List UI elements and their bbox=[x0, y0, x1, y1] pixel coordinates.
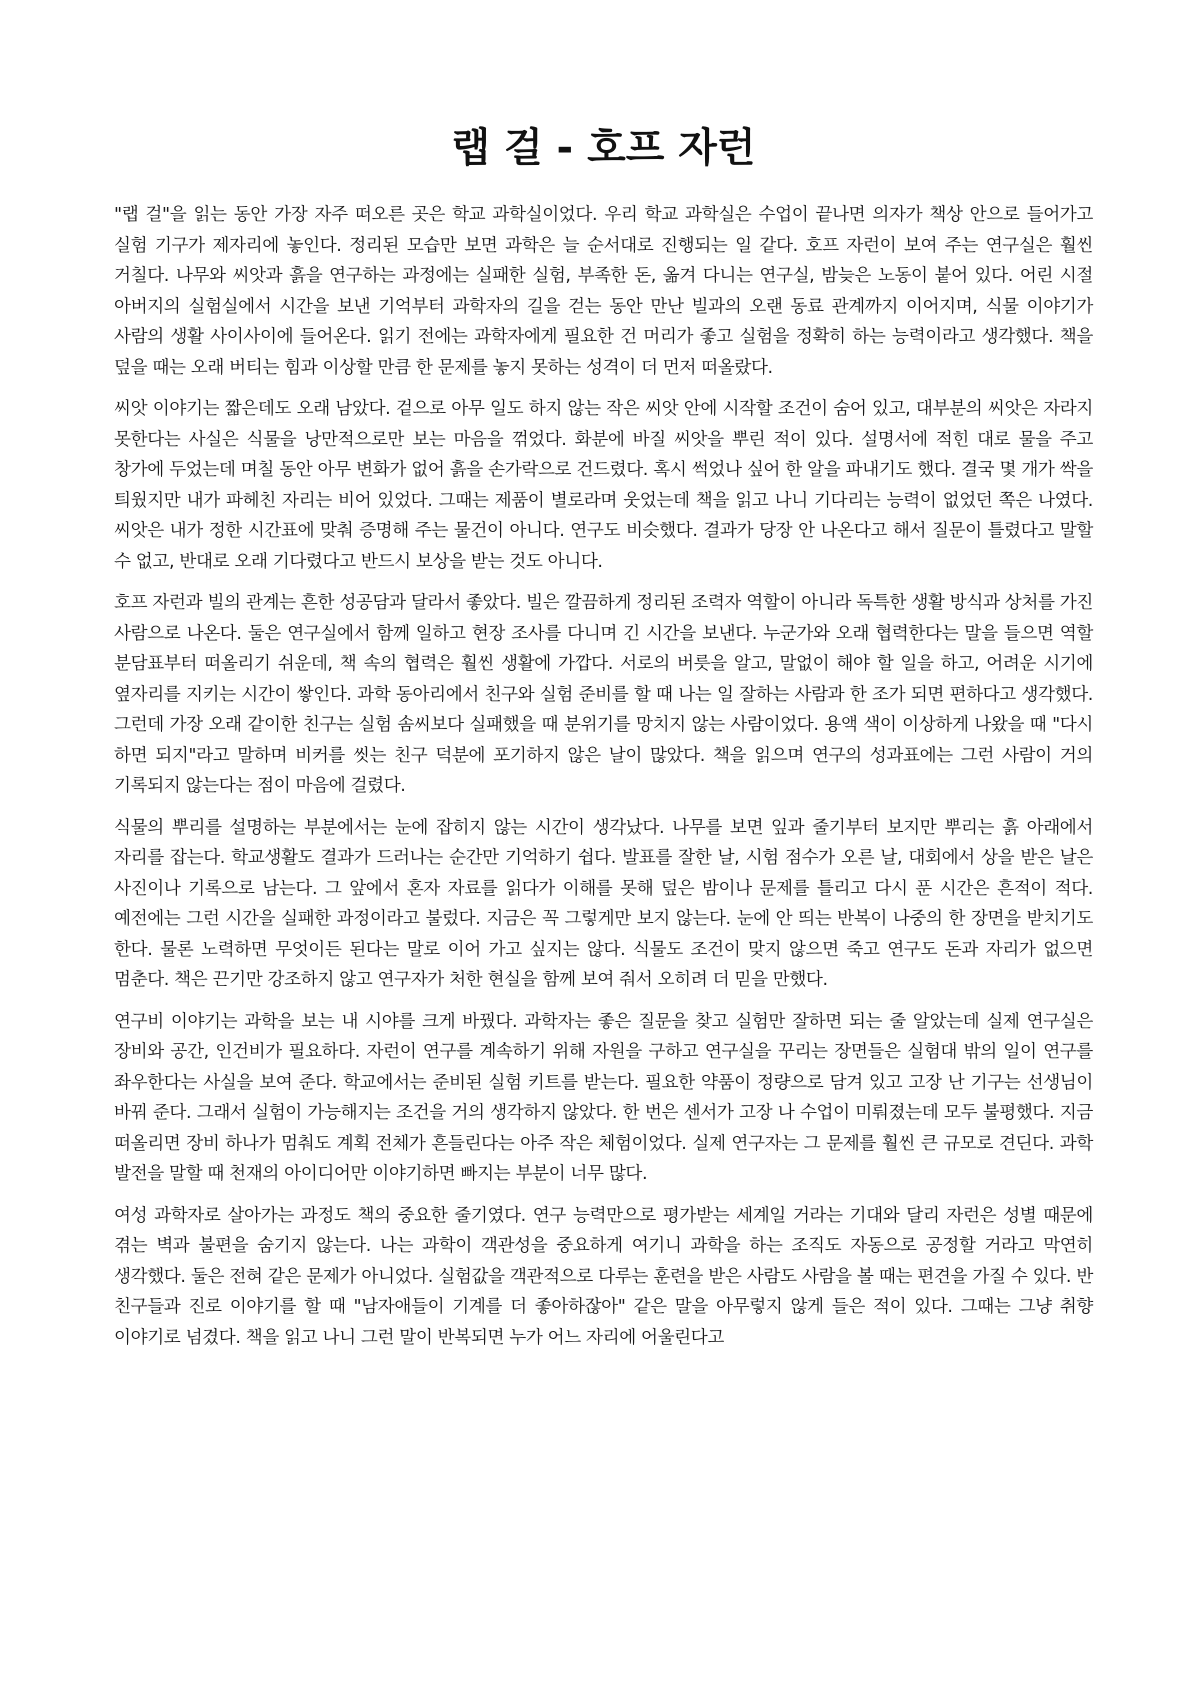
paragraph: 씨앗 이야기는 짧은데도 오래 남았다. 겉으로 아무 일도 하지 않는 작은 씨앗 안에 시작할 조건이 숨어 있고, 대부분의 씨앗은 자라지 못한다는 사실은 식물을 낭만적으로만 보는 마음을 꺾었다. 화분에 바질 씨앗을 뿌린 적이 있다. 설명서에 적힌 대로 물을 주고 창가에 두었는데 며칠 동안 아무 변화가 없어 흙을 손가락으로 건드렸다. 혹시 썩었나 싶어 한 알을 파내기도 했다. 결국 몇 개가 싹을 틔웠지만 내가 파헤친 자리는 비어 있었다. 그때는 제품이 별로라며 웃었는데 책을 읽고 나니 기다리는 능력이 없었던 쪽은 나였다. 씨앗은 내가 정한 시간표에 맞춰 증명해 주는 물건이 아니다. 연구도 비슷했다. 결과가 당장 안 나온다고 해서 질문이 틀렸다고 말할 수 없고, 반대로 오래 기다렸다고 반드시 보상을 받는 것도 아니다. bbox=[114, 399, 1093, 572]
paragraph: 연구비 이야기는 과학을 보는 내 시야를 크게 바꿨다. 과학자는 좋은 질문을 찾고 실험만 잘하면 되는 줄 알았는데 실제 연구실은 장비와 공간, 인건비가 필요하다. 자런이 연구를 계속하기 위해 자원을 구하고 연구실을 꾸리는 장면들은 실험대 밖의 일이 연구를 좌우한다는 사실을 보여 준다. 학교에서는 준비된 실험 키트를 받는다. 필요한 약품이 정량으로 담겨 있고 고장 난 기구는 선생님이 바꿔 준다. 그래서 실험이 가능해지는 조건을 거의 생각하지 않았다. 한 번은 센서가 고장 나 수업이 미뤄졌는데 모두 불평했다. 지금 떠올리면 장비 하나가 멈춰도 계획 전체가 흔들린다는 아주 작은 체험이었다. 실제 연구자는 그 문제를 훨씬 큰 규모로 견딘다. 과학 발전을 말할 때 천재의 아이디어만 이야기하면 빠지는 부분이 너무 많다. bbox=[114, 1011, 1093, 1184]
paragraph: 식물의 뿌리를 설명하는 부분에서는 눈에 잡히지 않는 시간이 생각났다. 나무를 보면 잎과 줄기부터 보지만 뿌리는 흙 아래에서 자리를 잡는다. 학교생활도 결과가 드러나는 순간만 기억하기 쉽다. 발표를 잘한 날, 시험 점수가 오른 날, 대회에서 상을 받은 날은 사진이나 기록으로 남는다. 그 앞에서 혼자 자료를 읽다가 이해를 못해 덮은 밤이나 문제를 틀리고 다시 푼 시간은 흔적이 적다. 예전에는 그런 시간을 실패한 과정이라고 불렀다. 지금은 꼭 그렇게만 보지 않는다. 눈에 안 띄는 반복이 나중의 한 장면을 받치기도 한다. 물론 노력하면 무엇이든 된다는 말로 이어 가고 싶지는 않다. 식물도 조건이 맞지 않으면 죽고 연구도 돈과 자리가 없으면 멈춘다. 책은 끈기만 강조하지 않고 연구자가 처한 현실을 함께 보여 줘서 오히려 더 믿을 만했다. bbox=[114, 817, 1093, 990]
document-title: 랩 걸 - 호프 자런 bbox=[451, 125, 756, 171]
paragraph: 여성 과학자로 살아가는 과정도 책의 중요한 줄기였다. 연구 능력만으로 평가받는 세계일 거라는 기대와 달리 자런은 성별 때문에 겪는 벽과 불편을 숨기지 않는다. 나는 과학이 객관성을 중요하게 여기니 과학을 하는 조직도 자동으로 공정할 거라고 막연히 생각했다. 둘은 전혀 같은 문제가 아니었다. 실험값을 객관적으로 다루는 훈련을 받은 사람도 사람을 볼 때는 편견을 가질 수 있다. 반 친구들과 진로 이야기를 할 때 "남자애들이 기계를 더 좋아하잖아" 같은 말을 아무렇지 않게 들은 적이 있다. 그때는 그냥 취향 이야기로 넘겼다. 책을 읽고 나니 그런 말이 반복되면 누가 어느 자리에 어울린다고 bbox=[114, 1205, 1093, 1348]
paragraph: "랩 걸"을 읽는 동안 가장 자주 떠오른 곳은 학교 과학실이었다. 우리 학교 과학실은 수업이 끝나면 의자가 책상 안으로 들어가고 실험 기구가 제자리에 놓인다. 정리된 모습만 보면 과학은 늘 순서대로 진행되는 일 같다. 호프 자런이 보여 주는 연구실은 훨씬 거칠다. 나무와 씨앗과 흙을 연구하는 과정에는 실패한 실험, 부족한 돈, 옮겨 다니는 연구실, 밤늦은 노동이 붙어 있다. 어린 시절 아버지의 실험실에서 시간을 보낸 기억부터 과학자의 길을 걷는 동안 만난 빌과의 오랜 동료 관계까지 이어지며, 식물 이야기가 사람의 생활 사이사이에 들어온다. 읽기 전에는 과학자에게 필요한 건 머리가 좋고 실험을 정확히 하는 능력이라고 생각했다. 책을 덮을 때는 오래 버티는 힘과 이상할 만큼 한 문제를 놓지 못하는 성격이 더 먼저 떠올랐다. bbox=[114, 205, 1093, 378]
paragraph: 호프 자런과 빌의 관계는 흔한 성공담과 달라서 좋았다. 빌은 깔끔하게 정리된 조력자 역할이 아니라 독특한 생활 방식과 상처를 가진 사람으로 나온다. 둘은 연구실에서 함께 일하고 현장 조사를 다니며 긴 시간을 보낸다. 누군가와 오래 협력한다는 말을 들으면 역할 분담표부터 떠올리기 쉬운데, 책 속의 협력은 훨씬 생활에 가깝다. 서로의 버릇을 알고, 말없이 해야 할 일을 하고, 어려운 시기에 옆자리를 지키는 시간이 쌓인다. 과학 동아리에서 친구와 실험 준비를 할 때 나는 일 잘하는 사람과 한 조가 되면 편하다고 생각했다. 그런데 가장 오래 같이한 친구는 실험 솜씨보다 실패했을 때 분위기를 망치지 않는 사람이었다. 용액 색이 이상하게 나왔을 때 "다시 하면 되지"라고 말하며 비커를 씻는 친구 덕분에 포기하지 않은 날이 많았다. 책을 읽으며 연구의 성과표에는 그런 사람이 거의 기록되지 않는다는 점이 마음에 걸렸다. bbox=[114, 593, 1093, 796]
